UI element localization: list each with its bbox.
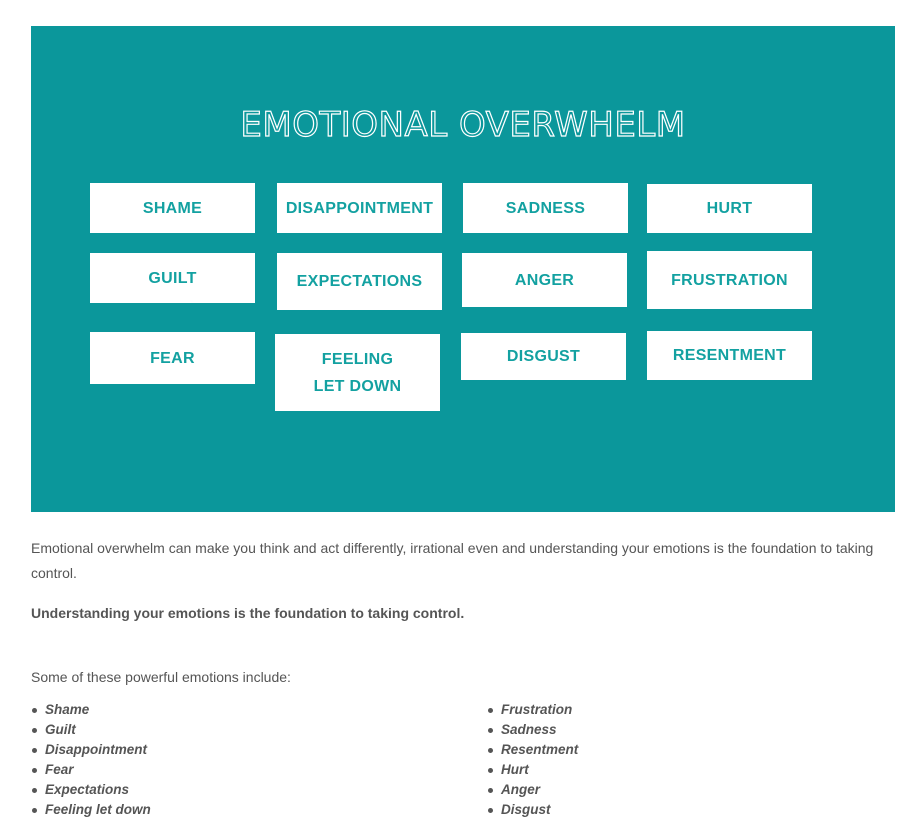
tile-label: FRUSTRATION [671,271,788,289]
tile-label: GUILT [148,269,197,287]
list-item: Disappointment [31,740,151,760]
tile-shame [90,183,255,233]
list-item: Expectations [31,780,151,800]
list-item: Frustration [487,700,578,720]
list-item: Resentment [487,740,578,760]
list-item: Hurt [487,760,578,780]
list-item: Sadness [487,720,578,740]
emotional-overwhelm-banner [31,26,895,512]
tile-frustration [647,251,812,309]
tile-resentment [647,331,812,380]
list-intro: Some of these powerful emotions include: [31,669,291,685]
tile-label: FEAR [150,349,195,367]
tile-label: ANGER [514,271,575,289]
tile-label: DISAPPOINTMENT [285,199,434,217]
intro-paragraph: Emotional overwhelm can make you think and act differently, irrational even and understanding your emotions is the foundation to taking control. [31,540,874,581]
tile-hurt [647,184,812,233]
tile-label: DISGUST [506,348,581,365]
emotions-list-left [31,700,151,820]
tile-label-line1: FEELING [321,350,394,368]
tile-anger [462,253,627,307]
list-item: Shame [31,700,151,720]
list-item: Feeling let down [31,800,151,820]
tile-disgust [461,333,626,380]
tile-fear [90,332,255,384]
tile-label-line2: LET DOWN [313,377,402,395]
tile-label: RESENTMENT [672,347,787,364]
list-item: Fear [31,760,151,780]
bold-statement: Understanding your emotions is the foundation to taking control. [31,605,465,621]
tile-guilt [90,253,255,303]
tile-label: SADNESS [505,199,586,217]
tile-expectations [277,253,442,310]
list-item: Guilt [31,720,151,740]
emotions-list-right [487,700,578,820]
tile-label: SHAME [142,199,203,217]
list-item: Anger [487,780,578,800]
list-item: Disgust [487,800,578,820]
tile-sadness [463,183,628,233]
tile-label: HURT [706,200,753,217]
banner-title: EMOTIONAL OVERWHELM [240,105,686,145]
tile-disappointment [277,183,442,233]
tile-feeling-let-down [275,334,440,411]
tile-label: EXPECTATIONS [296,273,423,290]
